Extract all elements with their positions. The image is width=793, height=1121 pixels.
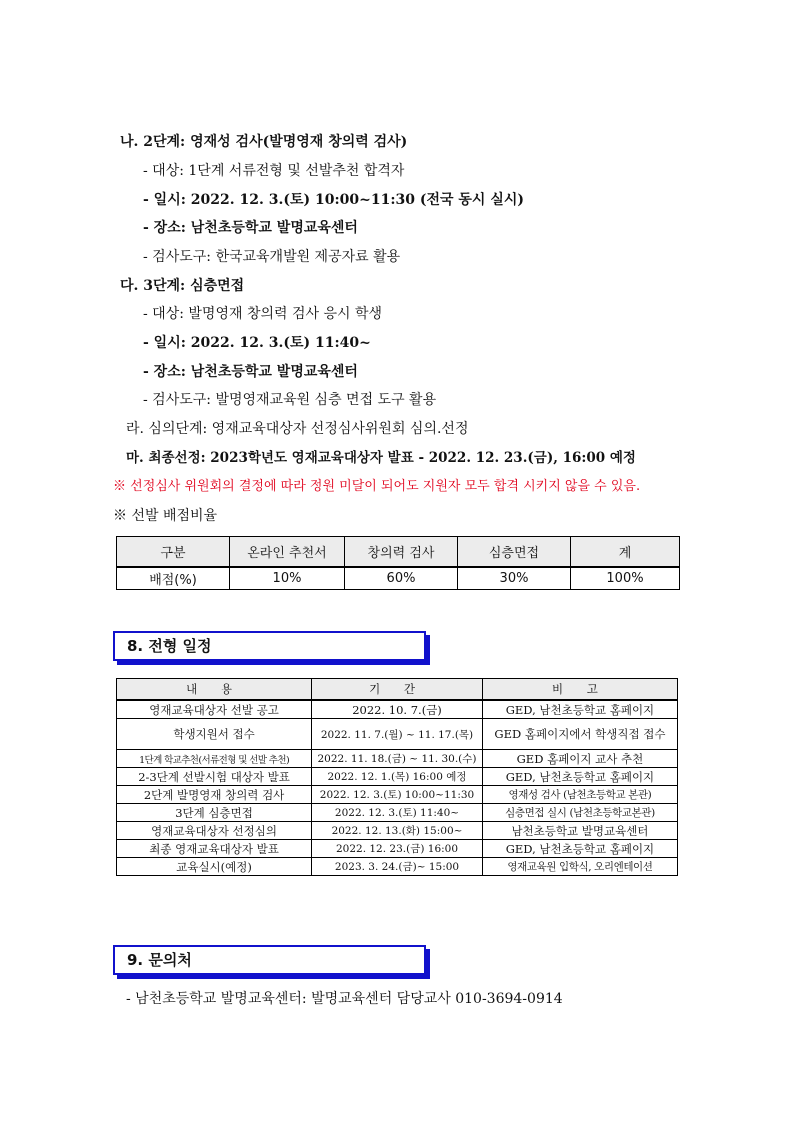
- table-cell: 최종 영재교육대상자 발표: [117, 840, 312, 858]
- table-cell: 1단계 학교추천(서류전형 및 선발 추천): [117, 750, 312, 768]
- table-cell: GED 홈페이지 교사 추천: [482, 750, 677, 768]
- table-cell: 영재교육대상자 선발 공고: [117, 700, 312, 719]
- table-row: [117, 786, 678, 804]
- stage3-tool: - 검사도구: 발명영재교육원 심층 면접 도구 활용: [143, 392, 437, 408]
- stage2-date: - 일시: 2022. 12. 3.(토) 10:00~11:30 (전국 동시 실시): [143, 192, 524, 208]
- table-cell: GED, 남천초등학교 홈페이지: [482, 768, 677, 786]
- table-cell: 2022. 12. 3.(토) 10:00~11:30: [312, 786, 483, 804]
- table-header-cell: 계: [571, 537, 680, 568]
- stage3-place: - 장소: 남천초등학교 발명교육센터: [143, 364, 358, 380]
- final-selection: 마. 최종선정: 2023학년도 영재교육대상자 발표 - 2022. 12. 23.(금), 16:00 예정: [126, 450, 636, 466]
- score-ratio-table: [116, 536, 680, 590]
- stage3-date: - 일시: 2022. 12. 3.(토) 11:40~: [143, 335, 371, 351]
- stage2-target: - 대상: 1단계 서류전형 및 선발추천 합격자: [143, 163, 405, 179]
- table-row: [117, 700, 678, 719]
- table-cell: 영재교육원 입학식, 오리엔테이션: [482, 858, 677, 876]
- section9-heading: 9. 문의처: [113, 945, 426, 975]
- table-row: [117, 858, 678, 876]
- table-row: [117, 840, 678, 858]
- table-cell: 남천초등학교 발명교육센터: [482, 822, 677, 840]
- table-row: [117, 719, 678, 750]
- table-cell: 2022. 12. 3.(토) 11:40~: [312, 804, 483, 822]
- table-row: [117, 567, 680, 590]
- table-cell: GED, 남천초등학교 홈페이지: [482, 840, 677, 858]
- table-header-row: [117, 679, 678, 701]
- table-header-cell: 구분: [117, 537, 230, 568]
- table-cell: GED 홈페이지에서 학생직접 접수: [482, 719, 677, 750]
- table-cell: 2022. 11. 18.(금) ~ 11. 30.(수): [312, 750, 483, 768]
- table-cell: 영재교육대상자 선정심의: [117, 822, 312, 840]
- stage2-place: - 장소: 남천초등학교 발명교육센터: [143, 220, 358, 236]
- stage3-target: - 대상: 발명영재 창의력 검사 응시 학생: [143, 306, 383, 322]
- table-row: [117, 768, 678, 786]
- table-cell: GED, 남천초등학교 홈페이지: [482, 700, 677, 719]
- table-cell: 학생지원서 접수: [117, 719, 312, 750]
- table-header-cell: 창의력 검사: [345, 537, 458, 568]
- ratio-title: ※ 선발 배점비율: [113, 508, 218, 524]
- table-header-cell: 심층면접: [458, 537, 571, 568]
- section8-heading: 8. 전형 일정: [113, 631, 426, 661]
- table-cell: 3단계 심층면접: [117, 804, 312, 822]
- table-cell: 2023. 3. 24.(금)~ 15:00: [312, 858, 483, 876]
- table-cell: 2단계 발명영재 창의력 검사: [117, 786, 312, 804]
- table-cell: 2-3단계 선발시험 대상자 발표: [117, 768, 312, 786]
- notice-warning: ※ 선정심사 위원회의 결정에 따라 정원 미달이 되어도 지원자 모두 합격 시키지 않을 수 있음.: [113, 479, 641, 494]
- table-cell: 2022. 11. 7.(월) ~ 11. 17.(목): [312, 719, 483, 750]
- table-cell: 배점(%): [117, 567, 230, 590]
- table-cell: 심층면접 실시 (남천초등학교본관): [482, 804, 677, 822]
- stage4-review: 라. 심의단계: 영재교육대상자 선정심사위원회 심의.선정: [126, 421, 469, 437]
- table-cell: 30%: [458, 567, 571, 590]
- schedule-table: [116, 678, 678, 876]
- table-cell: 100%: [571, 567, 680, 590]
- table-cell: 2022. 12. 13.(화) 15:00~: [312, 822, 483, 840]
- table-cell: 2022. 12. 1.(목) 16:00 예정: [312, 768, 483, 786]
- table-cell: 2022. 10. 7.(금): [312, 700, 483, 719]
- contact-line: - 남천초등학교 발명교육센터: 발명교육센터 담당교사 010-3694-0914: [126, 991, 563, 1007]
- table-header-cell: 기 간: [312, 679, 483, 701]
- table-cell: 10%: [230, 567, 345, 590]
- table-row: [117, 804, 678, 822]
- table-cell: 60%: [345, 567, 458, 590]
- table-cell: 영재성 검사 (남천초등학교 본관): [482, 786, 677, 804]
- stage2-tool: - 검사도구: 한국교육개발원 제공자료 활용: [143, 249, 401, 265]
- stage2-title: 나. 2단계: 영재성 검사(발명영재 창의력 검사): [120, 134, 408, 150]
- table-header-cell: 비 고: [482, 679, 677, 701]
- stage3-title: 다. 3단계: 심층면접: [120, 278, 245, 294]
- table-header-cell: 내 용: [117, 679, 312, 701]
- table-header-row: [117, 537, 680, 568]
- table-row: [117, 822, 678, 840]
- table-row: [117, 750, 678, 768]
- table-cell: 2022. 12. 23.(금) 16:00: [312, 840, 483, 858]
- table-cell: 교육실시(예정): [117, 858, 312, 876]
- table-header-cell: 온라인 추천서: [230, 537, 345, 568]
